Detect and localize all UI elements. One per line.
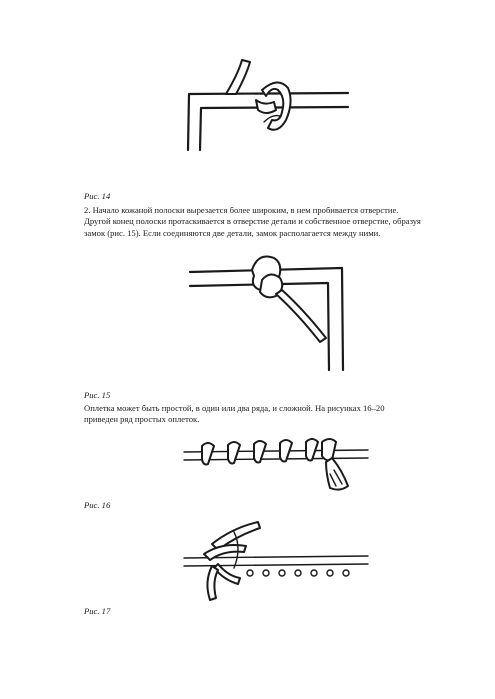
- hole-row: [247, 570, 349, 576]
- paragraph-2: [84, 403, 466, 426]
- figure-14: [180, 50, 360, 160]
- paragraph-1-line-3: замок (рис. 15). Если соединяются две детали, замок располагается между ними.: [84, 227, 381, 238]
- figure-15: [180, 250, 360, 380]
- paragraph-2-line-1: Оплетка может быть простой, в один или два ряда, и сложной. На рисунках 16–20: [84, 403, 385, 413]
- figure-17-caption: Рис. 17: [84, 606, 111, 616]
- figure-14-caption: Рис. 14: [84, 191, 111, 201]
- paragraph-1-line-1: 2. Начало кожаной полоски вырезается более широким, в нем пробивается отверстие.: [84, 205, 399, 215]
- figure-15-caption: Рис. 15: [84, 390, 111, 400]
- paragraph-2-line-2: приведен ряд простых оплеток.: [84, 414, 200, 425]
- paragraph-1-line-2: Другой конец полоски протаскивается в отверстие детали и собственное отверстие, образуя: [84, 216, 421, 227]
- paragraph-1: [84, 205, 466, 239]
- figure-16: [182, 430, 372, 500]
- figure-17: [182, 518, 372, 608]
- figure-16-caption: Рис. 16: [84, 500, 111, 510]
